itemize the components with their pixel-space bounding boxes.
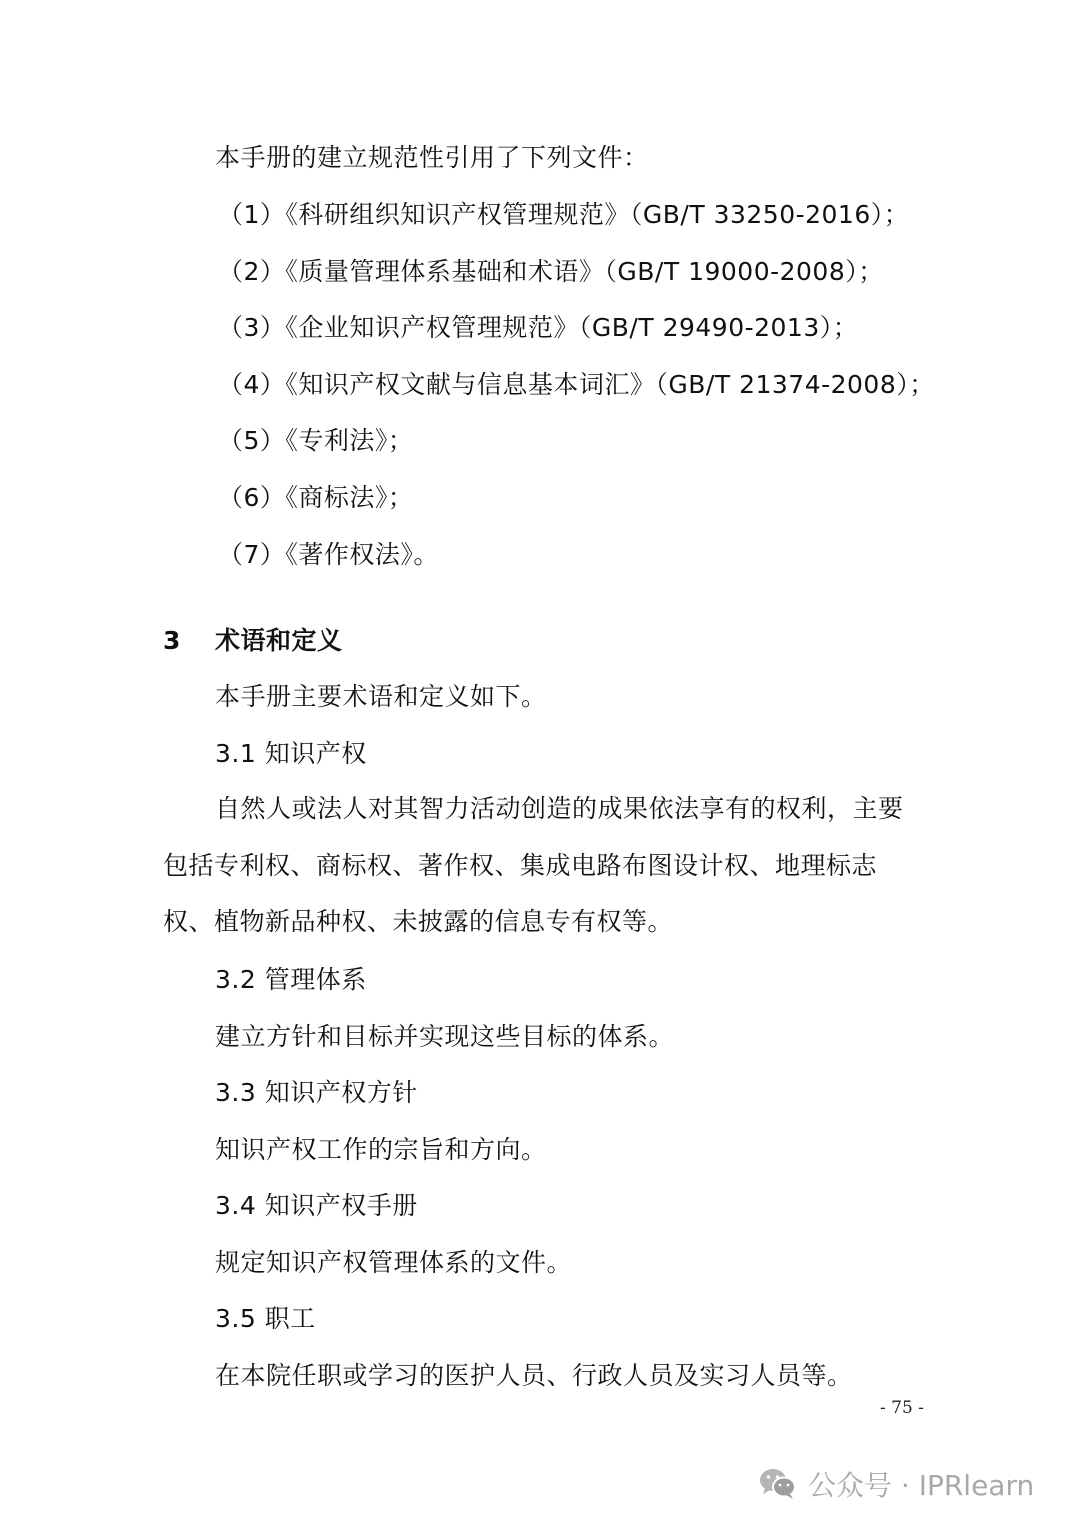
term-definition: 自然人或法人对其智力活动创造的成果依法享有的权利，主要包括专利权、商标权、著作权、集成电路布图设计权、地理标志权、植物新品种权、未披露的信息专有权等。 (163, 794, 904, 936)
reference-item: （7）《著作权法》。 (218, 540, 439, 569)
watermark-text: 公众号 · IPRlearn (808, 1469, 1035, 1502)
section-title: 术语和定义 (215, 626, 343, 655)
term-heading: 3.5 职工 (215, 1304, 316, 1333)
term-heading: 3.3 知识产权方针 (215, 1078, 418, 1107)
reference-item: （1）《科研组织知识产权管理规范》（GB/T 33250-2016）； (218, 200, 910, 229)
references-intro: 本手册的建立规范性引用了下列文件： (215, 143, 649, 172)
reference-item: （5）《专利法》； (218, 426, 414, 455)
term-heading: 3.1 知识产权 (215, 739, 367, 768)
page-number: - 75 - (880, 1398, 924, 1418)
reference-item: （4）《知识产权文献与信息基本词汇》（GB/T 21374-2008）； (218, 370, 935, 399)
term-definition: 建立方针和目标并实现这些目标的体系。 (215, 1022, 675, 1051)
term-definition: 在本院任职或学习的医护人员、行政人员及实习人员等。 (215, 1361, 853, 1390)
term-definition: 知识产权工作的宗旨和方向。 (215, 1135, 547, 1164)
section-intro: 本手册主要术语和定义如下。 (215, 682, 547, 711)
reference-item: （2）《质量管理体系基础和术语》（GB/T 19000-2008）； (218, 257, 884, 286)
wechat-icon (758, 1467, 798, 1501)
term-heading: 3.2 管理体系 (215, 965, 367, 994)
reference-item: （6）《商标法》； (218, 483, 414, 512)
term-heading: 3.4 知识产权手册 (215, 1191, 418, 1220)
section-number: 3 (163, 626, 181, 655)
watermark (758, 1464, 1034, 1504)
term-definition: 规定知识产权管理体系的文件。 (215, 1248, 573, 1277)
reference-item: （3）《企业知识产权管理规范》（GB/T 29490-2013）； (218, 313, 859, 342)
